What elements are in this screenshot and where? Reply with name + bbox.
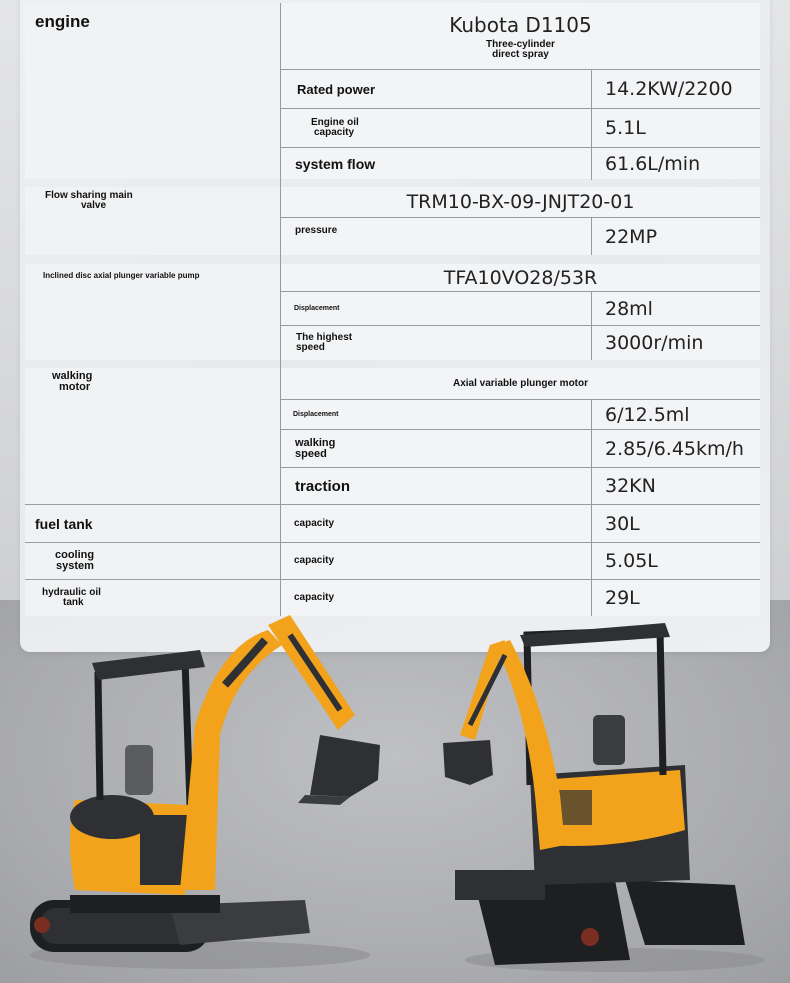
fuel-cap-label-cell [281,505,591,542]
excavator-right-image [435,615,765,975]
pump-speed-value: 3000r/min [605,332,704,354]
pressure-value-cell [592,218,760,255]
divider [591,70,592,180]
oil-capacity-value-cell [592,109,760,147]
engine-type-line1: Three-cylinder [486,38,555,50]
hydraulic-label-1: hydraulic oil [42,587,101,598]
divider [281,291,760,292]
rated-power-label: Rated power [297,81,376,97]
motor-label-2: motor [59,381,91,393]
pump-label: Inclined disc axial plunger variable pump [43,271,200,280]
traction-label: traction [295,477,351,495]
system-flow-value-cell [592,148,760,179]
motor-model-cell [281,368,760,399]
valve-model-cell [281,187,760,217]
fuel-cap-value-cell [592,505,760,542]
system-flow-label: system flow [295,155,376,172]
rated-power-value-cell [592,70,760,108]
pump-label-cell [25,264,280,360]
rated-power-label-cell [281,70,591,108]
cooling-cap-value: 5.05L [605,550,658,572]
divider [281,467,760,468]
fuel-cap-value: 30L [605,512,640,535]
pressure-label-cell [281,218,591,255]
valve-label-1: Flow sharing main [45,190,133,201]
engine-label-cell [25,3,280,179]
motor-displacement-value-cell [592,400,760,429]
fuel-cap-label: capacity [294,517,335,529]
pump-speed-label-cell [281,326,591,360]
traction-label-cell [281,468,591,504]
divider [281,429,760,430]
system-flow-label-cell [281,148,591,179]
engine-model-cell [281,3,760,69]
motor-displacement-value: 6/12.5ml [605,403,690,426]
divider [591,292,592,360]
fuel-label-cell [25,505,280,542]
rated-power-value: 14.2KW/2200 [605,78,733,100]
cooling-label-cell [25,543,280,579]
pump-displacement-label: Displacement [294,305,340,312]
fuel-label: fuel tank [35,515,93,532]
walking-speed-label-2: speed [295,447,327,460]
pressure-value: 22MP [605,225,658,248]
divider [25,579,760,580]
cooling-cap-label: capacity [294,555,335,566]
engine-label: engine [35,12,90,31]
pump-displacement-value-cell [592,292,760,325]
valve-model: TRM10-BX-09-JNJT20-01 [406,191,635,213]
cooling-cap-value-cell [592,543,760,579]
divider [281,69,760,70]
walking-speed-value: 2.85/6.45km/h [605,437,744,460]
cooling-label-1: cooling [55,549,95,561]
hydraulic-cap-label: capacity [294,592,335,603]
cooling-label-2: system [56,560,94,572]
excavator-left-image [20,605,400,975]
hydraulic-label-2: tank [63,597,84,608]
pump-speed-label-2: speed [296,342,325,353]
valve-label-2: valve [81,200,107,211]
oil-capacity-label-2: capacity [314,127,355,138]
divider [281,217,760,218]
walking-speed-value-cell [592,430,760,467]
oil-capacity-label-1: Engine oil [311,117,359,128]
motor-label-1: walking [52,370,93,382]
motor-displacement-label: Displacement [293,411,339,418]
oil-capacity-label-cell [281,109,591,147]
divider [591,400,592,616]
pump-model: TFA10VO28/53R [443,266,598,289]
pump-speed-value-cell [592,326,760,360]
walking-speed-label-1: walking [295,436,336,449]
pump-displacement-label-cell [281,292,591,325]
valve-label-cell [25,187,280,255]
pump-speed-label-1: The highest [296,332,353,343]
pressure-label: pressure [295,225,338,236]
divider [591,218,592,255]
motor-model: Axial variable plunger motor [452,377,589,389]
divider [281,399,760,400]
motor-label-cell [25,368,280,504]
hydraulic-cap-value: 29L [605,587,640,609]
divider [281,325,760,326]
traction-value: 32KN [605,475,656,497]
system-flow-value: 61.6L/min [605,152,701,175]
divider [280,3,281,616]
walking-speed-label-cell [281,430,591,467]
motor-displacement-label-cell [281,400,591,429]
divider [281,147,760,148]
divider [25,542,760,543]
pump-model-cell [281,264,760,291]
divider [281,108,760,109]
oil-capacity-value: 5.1L [605,117,646,139]
hydraulic-cap-value-cell [592,580,760,616]
traction-value-cell [592,468,760,504]
pump-displacement-value: 28ml [605,297,653,320]
cooling-cap-label-cell [281,543,591,579]
engine-type-line2: direct spray [492,48,549,60]
engine-model: Kubota D1105 [449,12,592,37]
divider [25,504,760,505]
